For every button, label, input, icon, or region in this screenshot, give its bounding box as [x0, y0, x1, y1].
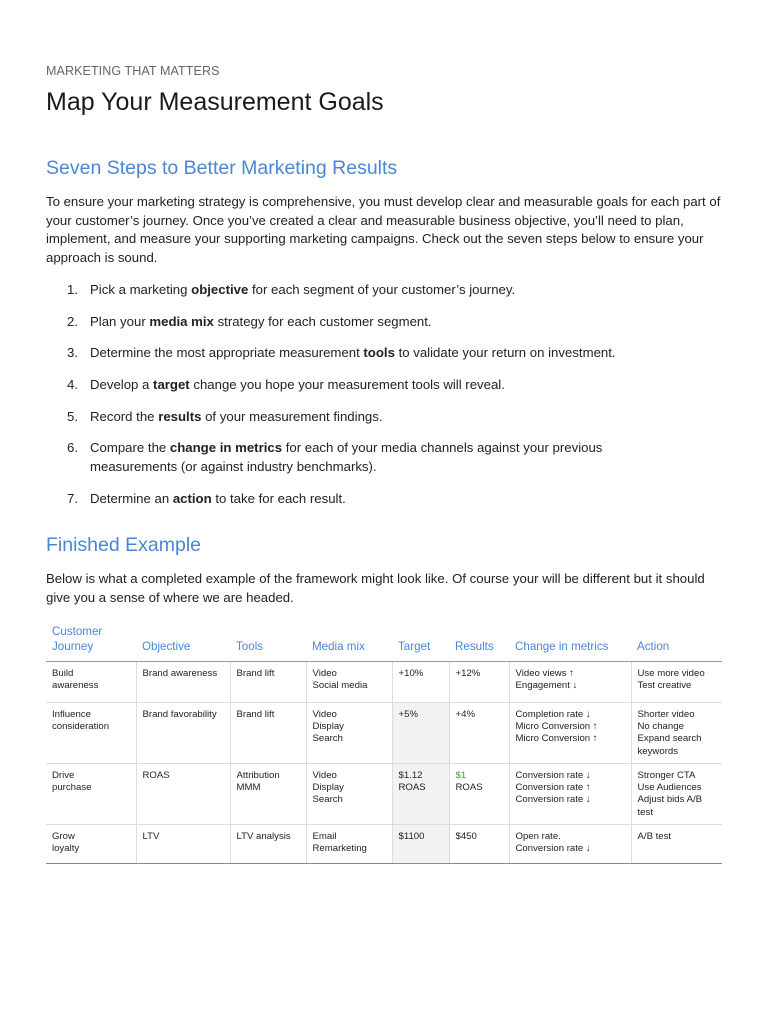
column-header: Media mix [306, 624, 392, 662]
tools-cell: LTV analysis [230, 825, 306, 864]
example-paragraph: Below is what a completed example of the framework might look like. Of course your will be different but it should give you a sense of where we are headed. [46, 571, 705, 605]
result-cell: $1 ROAS [449, 764, 509, 825]
table-row [46, 825, 722, 864]
intro-paragraph: To ensure your marketing strategy is comprehensive, you must develop clear and measurable goals for each part of your customer’s journey. Once you’ve created a clear and measurable business objective, you’ll need to plan, implement, and measure your supporting marketing campaigns. Check out the seven steps below to ensure your approach is sound. [46, 194, 721, 265]
objective-cell: ROAS [136, 764, 230, 825]
media-cell: Email Remarketing [306, 825, 392, 864]
tools-cell: Attribution MMM [230, 764, 306, 825]
result-cell: $450 [449, 825, 509, 864]
change-cell: Video views ↑ Engagement ↓ [509, 662, 631, 703]
steps-list [46, 281, 686, 521]
column-header: Target [392, 624, 449, 662]
journey-cell: Grow loyalty [46, 825, 136, 864]
objective-cell: Brand awareness [136, 662, 230, 703]
step-item: 3. Determine the most appropriate measurement tools to validate your return on investment. [67, 345, 616, 361]
column-header: Tools [230, 624, 306, 662]
column-header: Change in metrics [509, 624, 631, 662]
table-row [46, 662, 722, 703]
eyebrow-label: MARKETING THAT MATTERS [46, 64, 220, 78]
target-cell: $1100 [392, 825, 449, 864]
column-header: Results [449, 624, 509, 662]
journey-cell: Influence consideration [46, 703, 136, 764]
step-item: 4. Develop a target change you hope your measurement tools will reveal. [67, 377, 505, 393]
change-cell: Completion rate ↓ Micro Conversion ↑ Micro Conversion ↑ [509, 703, 631, 764]
target-cell: +5% [392, 703, 449, 764]
journey-cell: Build awareness [46, 662, 136, 703]
media-cell: Video Display Search [306, 764, 392, 825]
page-title: Map Your Measurement Goals [46, 88, 384, 116]
action-cell: Use more video Test creative [631, 662, 722, 703]
step-item: 6. Compare the change in metrics for each of your media channels against your previous measurements (or against industry benchmarks). [67, 440, 603, 474]
example-table [46, 624, 722, 864]
action-cell: Shorter video No change Expand search keywords [631, 703, 722, 764]
media-cell: Video Social media [306, 662, 392, 703]
result-cell: +12% [449, 662, 509, 703]
section-heading-steps: Seven Steps to Better Marketing Results [46, 157, 398, 179]
table-row [46, 764, 722, 825]
media-cell: Video Display Search [306, 703, 392, 764]
objective-cell: Brand favorability [136, 703, 230, 764]
step-item: 5. Record the results of your measurement findings. [67, 408, 383, 424]
target-cell: $1.12 ROAS [392, 764, 449, 825]
action-cell: A/B test [631, 825, 722, 864]
result-cell: +4% [449, 703, 509, 764]
change-cell: Open rate. Conversion rate ↓ [509, 825, 631, 864]
section-heading-example: Finished Example [46, 534, 201, 556]
step-item: 2. Plan your media mix strategy for each customer segment. [67, 313, 432, 329]
target-cell: +10% [392, 662, 449, 703]
table-row [46, 703, 722, 764]
table-header-row [46, 624, 722, 662]
action-cell: Stronger CTA Use Audiences Adjust bids A/B test [631, 764, 722, 825]
step-item: 7. Determine an action to take for each result. [67, 490, 346, 506]
objective-cell: LTV [136, 825, 230, 864]
column-header: Objective [136, 624, 230, 662]
column-header: Action [631, 624, 722, 662]
tools-cell: Brand lift [230, 662, 306, 703]
column-header: Customer Journey [46, 624, 136, 662]
tools-cell: Brand lift [230, 703, 306, 764]
change-cell: Conversion rate ↓ Conversion rate ↑ Conversion rate ↓ [509, 764, 631, 825]
step-item: 1. Pick a marketing objective for each segment of your customer’s journey. [67, 282, 516, 297]
journey-cell: Drive purchase [46, 764, 136, 825]
